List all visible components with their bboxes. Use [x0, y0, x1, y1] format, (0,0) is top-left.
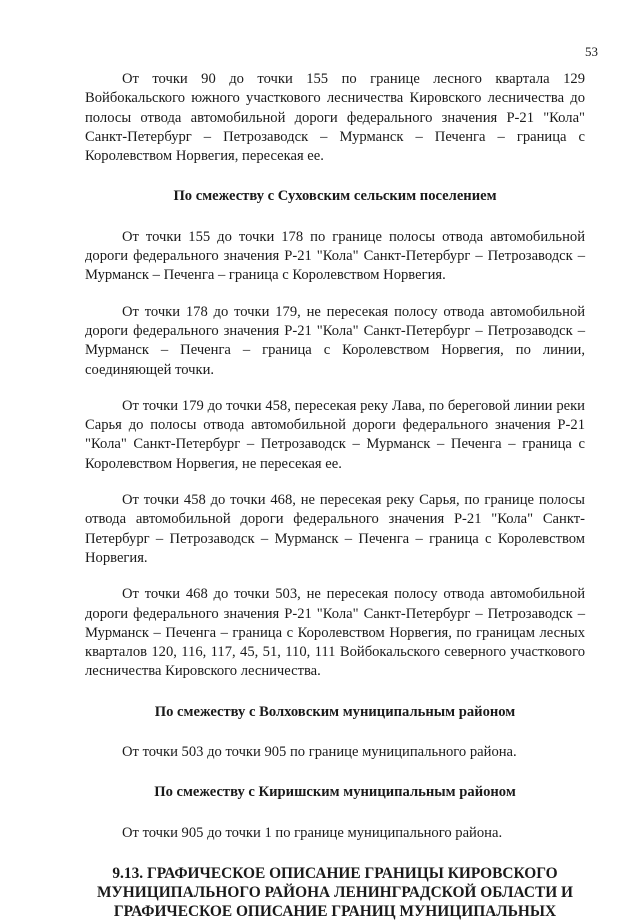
- heading-kirishsky: По смежеству с Киришским муниципальным районом: [154, 784, 516, 801]
- paragraph-boundary-179-458: От точки 179 до точки 458, пересекая реку Лава, по береговой линии реки Сарья до полосы отвода автомобильной дороги федерального значения Р-21 "Кола" Санкт-Петербург – Петрозаводск – Мурманск – Печенга – граница с Королевством Норвегия, не пересекая ее.: [85, 397, 585, 472]
- section-title: 9.13. ГРАФИЧЕСКОЕ ОПИСАНИЕ ГРАНИЦЫ КИРОВСКОГО МУНИЦИПАЛЬНОГО РАЙОНА ЛЕНИНГРАДСКОЙ ОБЛАСТИ И ГРАФИЧЕСКОЕ ОПИСАНИЕ ГРАНИЦ МУНИЦИПАЛЬНЫХ: [96, 864, 574, 920]
- heading-sukhovskoe: По смежеству с Суховским сельским поселением: [173, 188, 497, 205]
- paragraph-boundary-178-179: От точки 178 до точки 179, не пересекая полосу отвода автомобильной дороги федерального значения Р-21 "Кола" Санкт-Петербург – Петрозаводск – Мурманск – Печенга – граница с Королевством Норвегия, по линии, соединяющей точки.: [85, 303, 585, 378]
- paragraph-boundary-155-178: От точки 155 до точки 178 по границе полосы отвода автомобильной дороги федерального значения Р-21 "Кола" Санкт-Петербург – Петрозаводск – Мурманск – Печенга – граница с Королевством Норвегия.: [85, 228, 585, 284]
- paragraph-boundary-458-468: От точки 458 до точки 468, не пересекая реку Сарья, по границе полосы отвода автомобильной дороги федерального значения Р-21 "Кола" Санкт-Петербург – Петрозаводск – Мурманск – Печенга – граница с Королевством Норвегия.: [85, 492, 585, 566]
- document-body: [85, 70, 585, 921]
- paragraph-boundary-468-503: От точки 468 до точки 503, не пересекая полосу отвода автомобильной дороги федерального значения Р-21 "Кола" Санкт-Петербург – Петрозаводск – Мурманск – Печенга – граница с Королевством Норвегия, по границам лесных кварталов 120, 116, 117, 45, 51, 110, 111 Войбокальского северного участкового лесничества Кировского лесничества.: [85, 586, 585, 680]
- heading-volkhovsky: По смежеству с Волховским муниципальным районом: [154, 703, 516, 720]
- paragraph-boundary-90-155: От точки 90 до точки 155 по границе лесного квартала 129 Войбокальского южного участкового лесничества Кировского лесничества до полосы отвода автомобильной дороги федерального значения Р-21 "Кола" Санкт-Петербург – Петрозаводск – Мурманск – Печенга – граница с Королевством Норвегия, пересекая ее.: [85, 71, 585, 165]
- paragraph-boundary-503-905: От точки 503 до точки 905 по границе муниципального района.: [122, 744, 517, 761]
- page-number: 53: [585, 44, 598, 59]
- paragraph-boundary-905-1: От точки 905 до точки 1 по границе муниципального района.: [122, 824, 503, 841]
